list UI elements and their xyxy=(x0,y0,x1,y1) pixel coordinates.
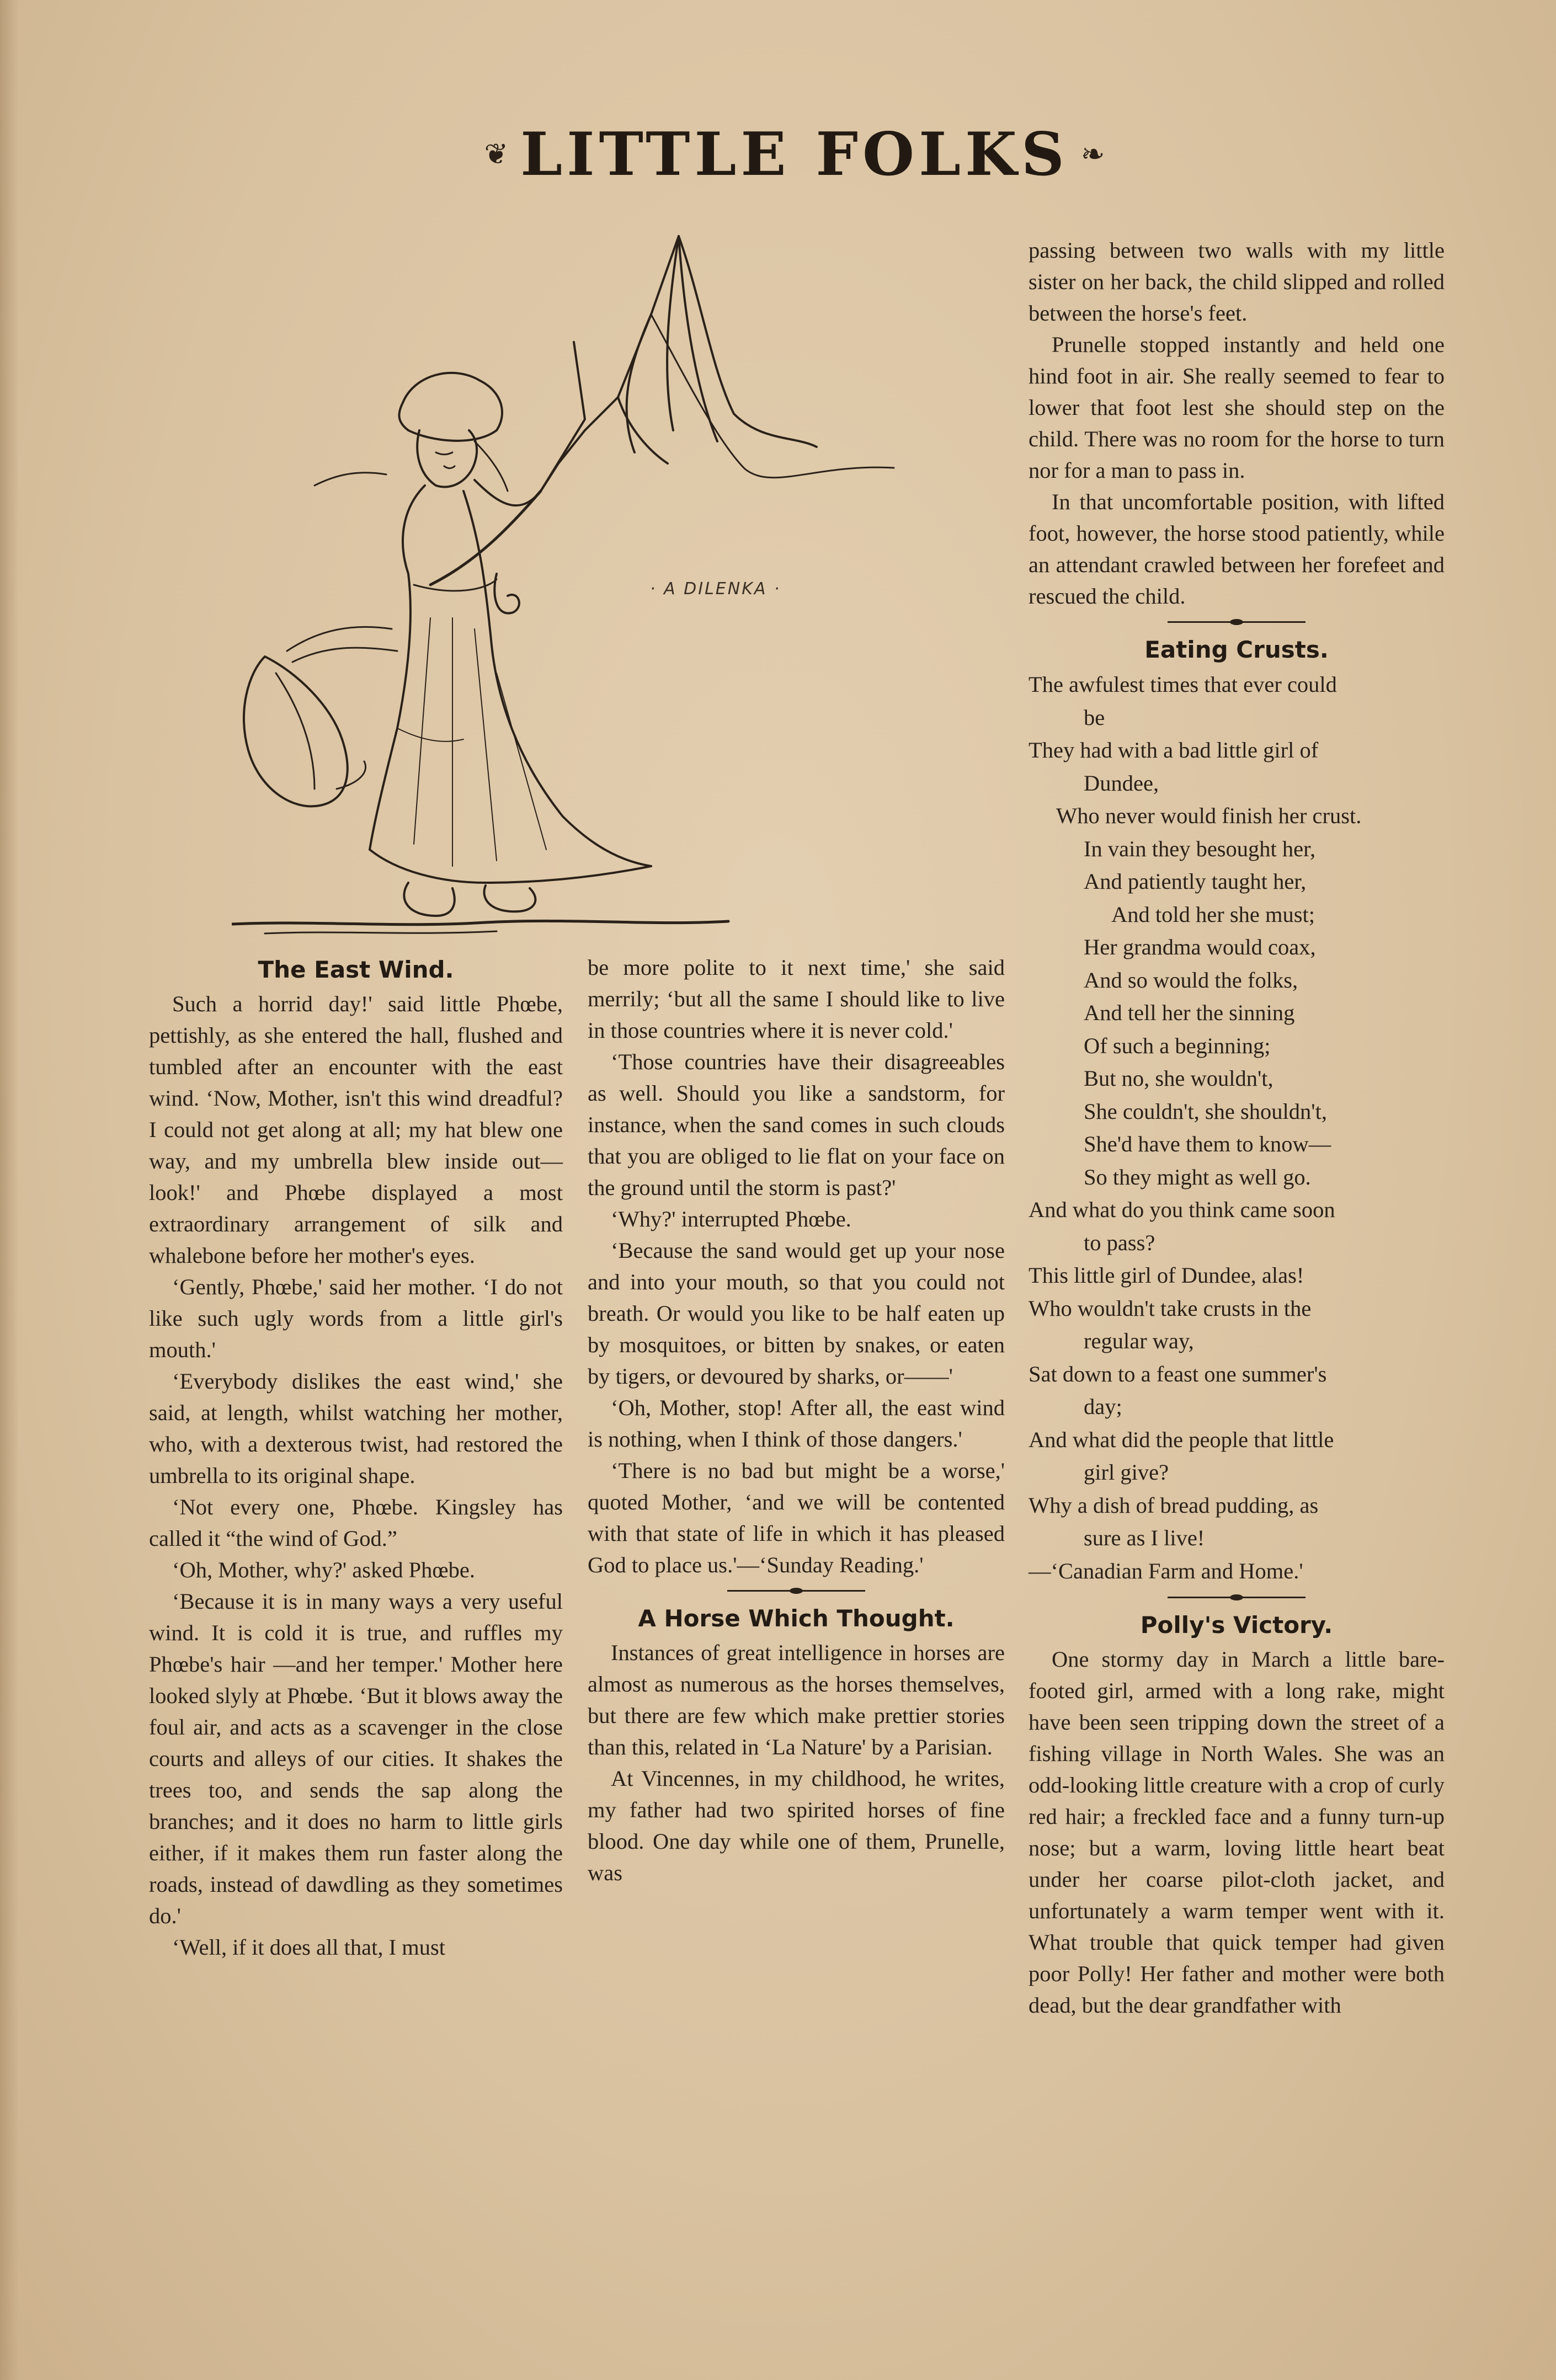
poem-line: This little girl of Dundee, alas! xyxy=(1029,1263,1304,1288)
paragraph: ‘There is no bad but might be a worse,' quoted Mother, ‘and we will be contented with that state of life in which it has pleased God to place us.'—‘Sunday Reading.' xyxy=(588,1458,1005,1577)
paragraph: ‘Everybody dislikes the east wind,' she said, at length, whilst watching her mother, who, with a dexterous twist, had restored the umbrella to its original shape. xyxy=(149,1369,563,1488)
paragraph: ‘Oh, Mother, why?' asked Phœbe. xyxy=(172,1557,475,1582)
poem-line: In vain they besought her, xyxy=(1084,836,1316,861)
section-divider xyxy=(1029,612,1445,632)
column-2 xyxy=(588,952,1005,1888)
paragraph: At Vincennes, in my childhood, he writes, my father had two spirited horses of fine blood. One day while one of them, Prunelle, was xyxy=(588,1766,1005,1885)
paragraph: passing between two walls with my little sister on her back, the child slipped and rolled between the horse's feet. xyxy=(1029,238,1445,325)
poem-line: Her grandma would coax, xyxy=(1084,935,1316,959)
section-divider xyxy=(1029,1587,1445,1607)
girl-with-umbrella-illustration xyxy=(232,232,938,943)
paragraph: ‘Oh, Mother, stop! After all, the east wind is nothing, when I think of those dangers.' xyxy=(588,1395,1005,1452)
poem-line: Sat down to a feast one summer's xyxy=(1029,1361,1327,1386)
poem-line: And patiently taught her, xyxy=(1084,869,1307,894)
paragraph: ‘Not every one, Phœbe. Kingsley has called it “the wind of God.” xyxy=(149,1495,563,1551)
paragraph: Prunelle stopped instantly and held one hind foot in air. She really seemed to fear to lower that foot lest she should step on the child. There was no room for the horse to turn nor for a man to pass in. xyxy=(1029,332,1445,483)
paragraph: ‘Because the sand would get up your nose and into your mouth, so that you could not breath. Or would you like to be half eaten up by mosquitoes, or bitten by snakes, or eaten by tigers, or devoured by sharks, or——' xyxy=(588,1238,1005,1389)
poem-line: Dundee, xyxy=(1084,770,1159,796)
poem-line: Of such a beginning; xyxy=(1084,1033,1271,1058)
poem-line: And told her she must; xyxy=(1111,901,1315,927)
fleuron-icon-left: ❦ xyxy=(484,138,509,171)
poem-line: And what do you think came soon xyxy=(1029,1197,1335,1222)
paragraph: be more polite to it next time,' she said merrily; ‘but all the same I should like to live in those countries where it is never cold.' xyxy=(588,955,1005,1043)
page-title: LITTLE FOLKS xyxy=(520,120,1069,189)
paragraph: One stormy day in March a little bare-footed girl, armed with a long rake, might have been seen tripping down the street of a fishing village in North Wales. She was an odd-looking little creature with a crop of curly red hair; a freckled face and a funny turn-up nose; but a warm, loving little heart beat under her coarse pilot-cloth jacket, and unfortunately a warm temper went with it. What trouble that quick temper had given poor Polly! Her father and mother were both dead, but the dear grandfather with xyxy=(1029,1647,1445,2018)
poem-line: be xyxy=(1084,705,1105,730)
paragraph: Instances of great intelligence in horses are almost as numerous as the horses themselves, but there are few which make prettier stories than this, related in ‘La Nature' by a Parisian. xyxy=(588,1640,1005,1759)
paragraph: In that uncomfortable position, with lifted foot, however, the horse stood patiently, while an attendant crawled between her forefeet and rescued the child. xyxy=(1029,489,1445,609)
east-wind-title: The East Wind. xyxy=(258,956,454,983)
poem-line: And so would the folks, xyxy=(1084,967,1298,992)
poem-line: And what did the people that little xyxy=(1029,1427,1334,1452)
artist-signature: · A DILENKA · xyxy=(650,579,781,599)
poem-line: But no, she wouldn't, xyxy=(1084,1066,1273,1091)
paragraph: ‘Those countries have their disagreeables as well. Should you like a sandstorm, for instance, when the sand comes in such clouds that you are obliged to lie flat on your face on the ground until the storm is past?' xyxy=(588,1049,1005,1200)
crusts-poem xyxy=(1029,668,1445,1587)
paragraph: ‘Because it is in many ways a very useful wind. It is cold it is true, and ruffles my Phœbe's hair —and her temper.' Mother here looked slyly at Phœbe. ‘But it blows away the foul air, and acts as a scavenger in the close courts and alleys of our cities. It shakes the trees too, and sends the sap along the branches; and it does no harm to little girls either, if it makes them run faster along the roads, instead of dawdling as they sometimes do.' xyxy=(149,1589,563,1928)
page-edge-shadow xyxy=(0,0,19,2380)
paragraph: Such a horrid day!' said little Phœbe, pettishly, as she entered the hall, flushed and tumbled after an encounter with the east wind. ‘Now, Mother, isn't this wind dreadful? I could not get along at all; my hat blew one way, and my umbrella blew inside out—look!' and Phœbe displayed a most extraordinary arrangement of silk and whalebone before her mother's eyes. xyxy=(149,991,563,1268)
poem-line: So they might as well go. xyxy=(1084,1164,1311,1189)
poem-line: girl give? xyxy=(1084,1460,1169,1485)
poem-line: Who never would finish her crust. xyxy=(1056,803,1362,828)
poem-line: —‘Canadian Farm and Home.' xyxy=(1029,1558,1303,1583)
column-1 xyxy=(149,952,563,1963)
masthead xyxy=(386,119,1203,190)
poem-line: to pass? xyxy=(1084,1230,1155,1255)
crusts-title: Eating Crusts. xyxy=(1144,636,1329,663)
column-3 xyxy=(1029,234,1445,2021)
section-divider xyxy=(588,1581,1005,1600)
poem-line: She'd have them to know— xyxy=(1084,1132,1331,1156)
poem-line: regular way, xyxy=(1084,1328,1194,1353)
poem-line: The awfulest times that ever could xyxy=(1029,672,1337,697)
polly-title: Polly's Victory. xyxy=(1140,1611,1333,1639)
paragraph: ‘Why?' interrupted Phœbe. xyxy=(611,1207,851,1231)
poem-line: They had with a bad little girl of xyxy=(1029,738,1319,762)
poem-line: She couldn't, she shouldn't, xyxy=(1084,1098,1327,1124)
poem-line: And tell her the sinning xyxy=(1084,1000,1295,1025)
horse-title: A Horse Which Thought. xyxy=(638,1605,955,1632)
poem-line: sure as I live! xyxy=(1084,1525,1205,1550)
poem-line: day; xyxy=(1084,1394,1122,1419)
poem-line: Why a dish of bread pudding, as xyxy=(1029,1492,1319,1518)
fleuron-icon-right: ❧ xyxy=(1080,138,1105,171)
paragraph: ‘Gently, Phœbe,' said her mother. ‘I do not like such ugly words from a little girl's mouth.' xyxy=(149,1274,563,1362)
paragraph: ‘Well, if it does all that, I must xyxy=(172,1935,446,1960)
poem-line: Who wouldn't take crusts in the xyxy=(1029,1295,1312,1321)
